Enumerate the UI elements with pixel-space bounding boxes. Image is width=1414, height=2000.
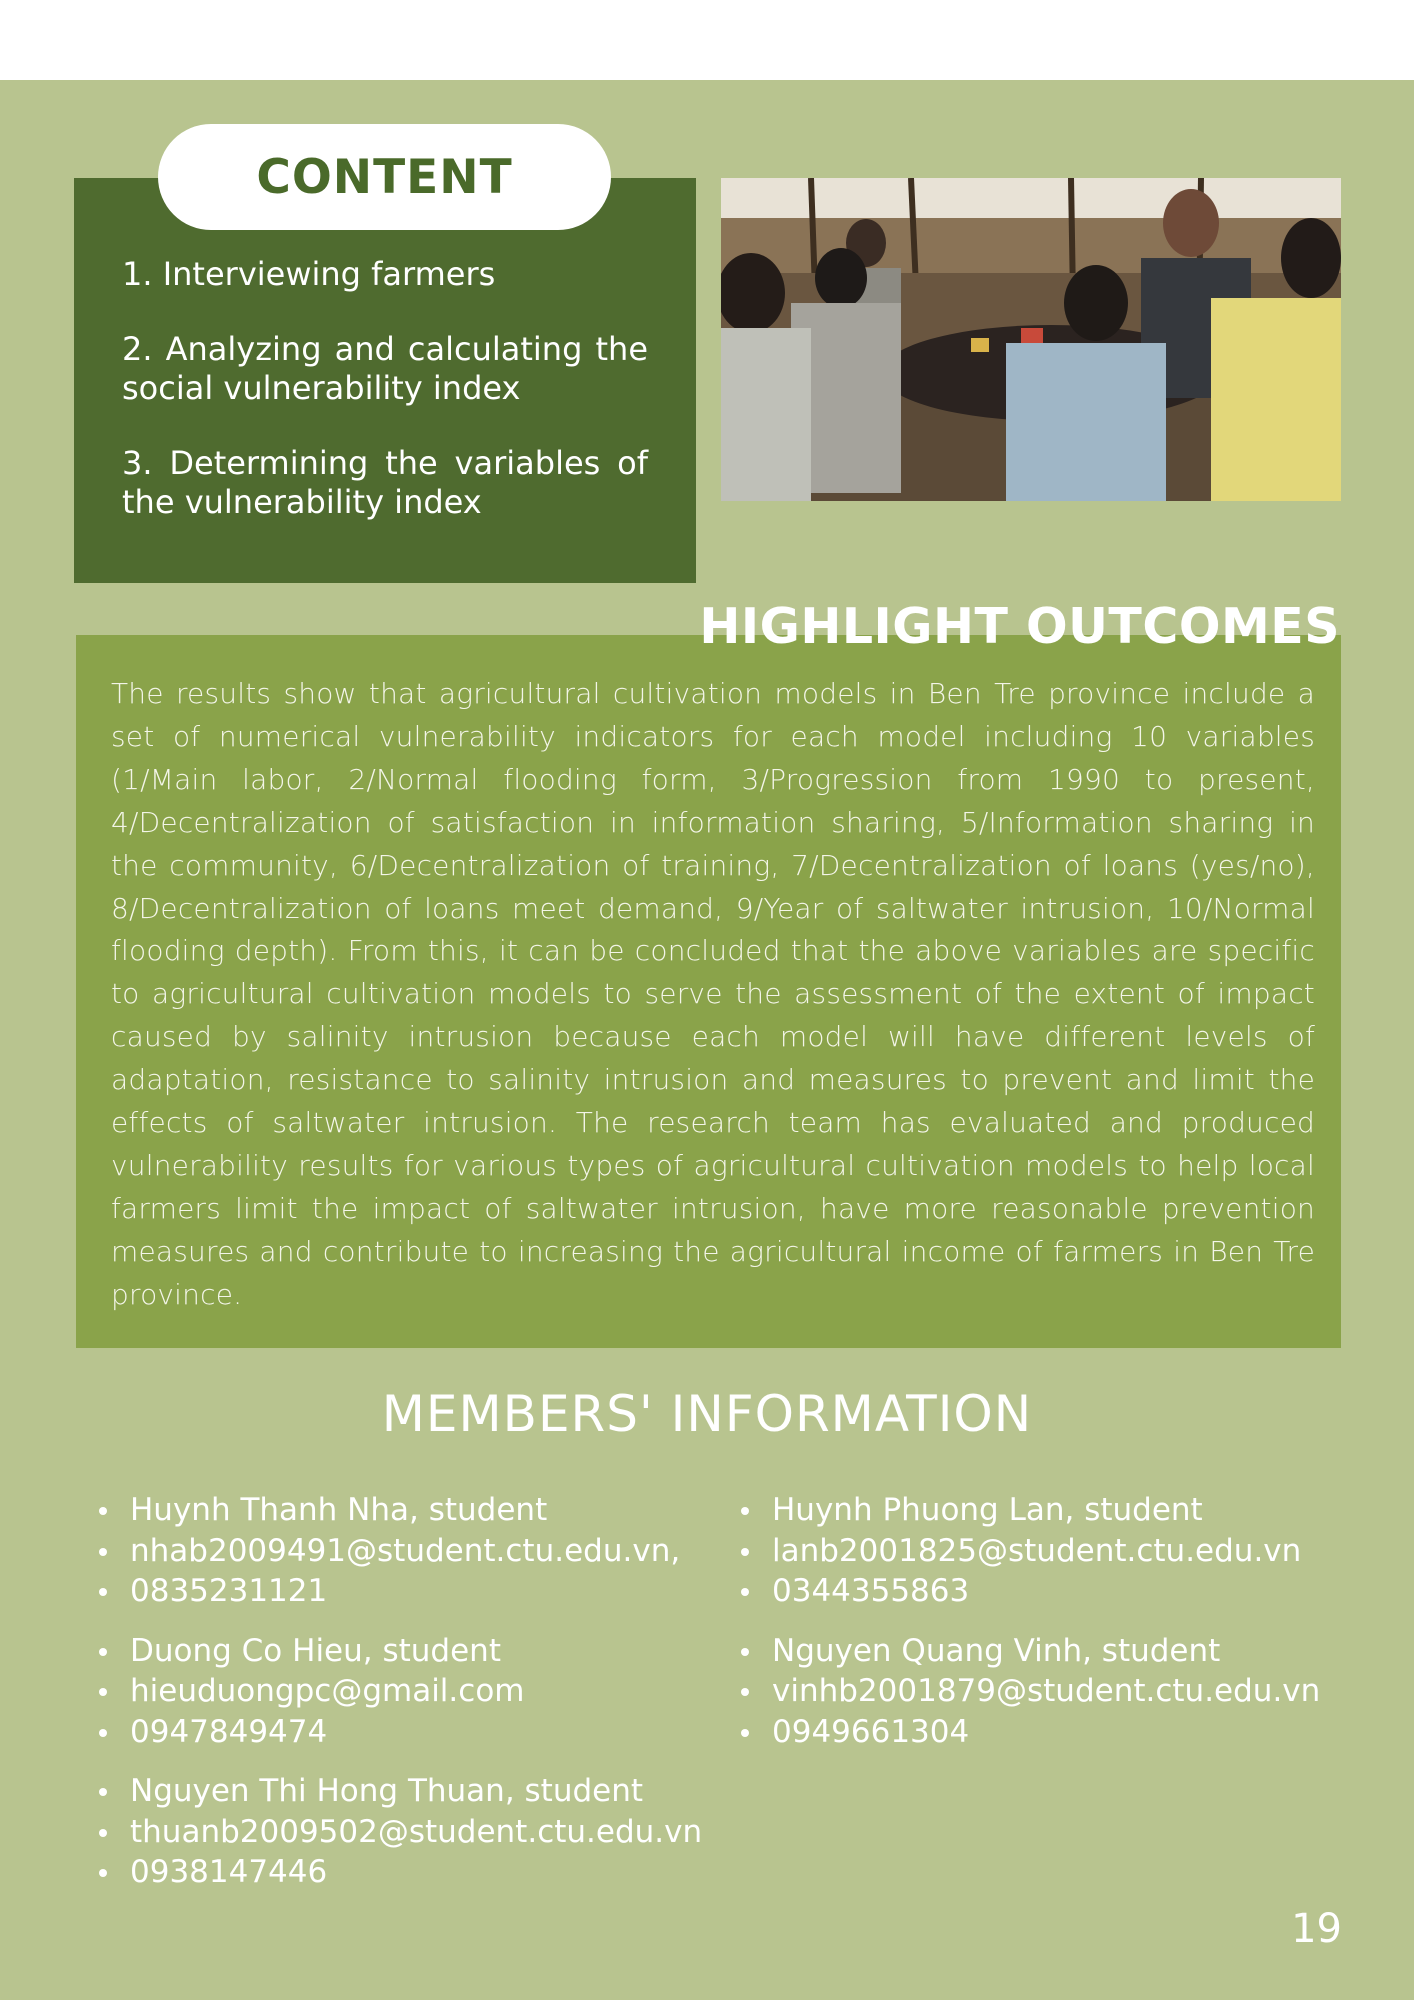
member-entry [738,1631,1320,1753]
member-phone: 0344355863 [738,1571,1320,1612]
member-email: lanb2001825@student.ctu.edu.vn [738,1531,1320,1572]
member-name: Huynh Phuong Lan, student [738,1490,1320,1531]
member-name: Nguyen Quang Vinh, student [738,1631,1320,1672]
highlight-title: HIGHLIGHT OUTCOMES [699,598,1340,655]
content-item: 1. Interviewing farmers [122,255,496,293]
content-item: 3. Determining the variables of the vulnerability index [122,444,648,521]
member-entry [96,1490,702,1612]
members-right-column [738,1490,1320,1771]
member-email: hieuduongpc@gmail.com [96,1671,702,1712]
content-title: CONTENT [256,149,513,205]
content-list [122,255,648,558]
member-phone: 0947849474 [96,1712,702,1753]
member-phone: 0835231121 [96,1571,702,1612]
member-email: vinhb2001879@student.ctu.edu.vn [738,1671,1320,1712]
member-name: Nguyen Thi Hong Thuan, student [96,1771,702,1812]
members-title: MEMBERS' INFORMATION [381,1385,1033,1443]
member-entry [96,1771,702,1893]
content-title-pill [158,124,611,230]
member-email: thuanb2009502@student.ctu.edu.vn [96,1812,702,1853]
member-name: Huynh Thanh Nha, student [96,1490,702,1531]
members-left-column [96,1490,702,1912]
farmer-interview-photo [721,178,1341,501]
member-name: Duong Co Hieu, student [96,1631,702,1672]
highlight-panel [76,635,1341,1348]
content-item: 2. Analyzing and calculating the social vulnerability index [122,330,648,407]
member-phone: 0938147446 [96,1852,702,1893]
member-entry [738,1490,1320,1612]
highlight-body-text: The results show that agricultural cultivation models in Ben Tre province include a set of numerical vulnerability indicators for each model including 10 variables (1/Main labor, 2/Normal flooding form, 3/Progression from 1990 to present, 4/Decentralization of satisfaction in information sharing, 5/Information sharing in the community, 6/Decentralization of training, 7/Decentralization of loans (yes/no), 8/Decentralization of loans meet demand, 9/Year of saltwater intrusion, 10/Normal flooding depth). From this, it can be concluded that the above variables are specific to agricultural cultivation models to serve the assessment of the extent of impact caused by salinity intrusion because each model will have different levels of adaptation, resistance to salinity intrusion and measures to prevent and limit the effects of saltwater intrusion. The research team has evaluated and produced vulnerability results for various types of agricultural cultivation models to help local farmers limit the impact of saltwater intrusion, have more reasonable prevention measures and contribute to increasing the agricultural income of farmers in Ben Tre province. [111,677,1315,1311]
member-email: nhab2009491@student.ctu.edu.vn, [96,1531,702,1572]
page-number: 19 [1291,1906,1342,1952]
member-phone: 0949661304 [738,1712,1320,1753]
member-entry [96,1631,702,1753]
